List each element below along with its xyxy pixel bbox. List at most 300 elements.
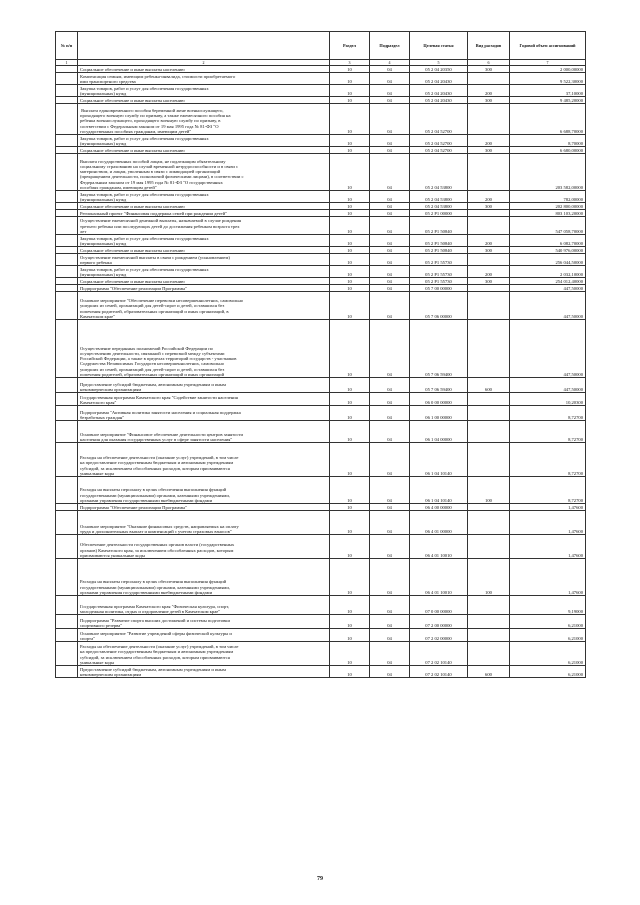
row-target-cell: 05 2 P1 50840 (410, 235, 468, 247)
row-name-cell (78, 254, 330, 266)
row-subsection-cell: 04 (370, 191, 410, 203)
row-name-cell (78, 203, 330, 210)
row-name-cell (78, 629, 330, 642)
row-name-cell (78, 615, 330, 629)
row-name-cell (78, 217, 330, 235)
row-expense-cell (468, 443, 510, 477)
row-name-text: Подпрограмма "Обеспечение реализации Программы" (80, 285, 188, 291)
row-section-cell: 10 (330, 504, 370, 511)
table-row (56, 320, 586, 378)
row-subsection-cell: 04 (370, 97, 410, 104)
row-name-cell (78, 642, 330, 666)
row-name-text: Выплата государственных пособий лицам, не подлежащим обязательному социальному страхованию на случай временной нетрудоспособности и в связи с материнством, и лицам, уволенным в связи с ликвидацией организаций (прекращением деятельности, полномочий физическими лицами), в соответствии с Федеральным законом от 19 мая 1995 года № 81-ФЗ "О государственных пособиях гражданам, имеющим детей" (80, 158, 244, 190)
row-name-text: Социальное обеспечение и иные выплаты населению (80, 147, 185, 153)
row-target-cell: 05 2 04 52700 (410, 135, 468, 147)
row-section-cell: 10 (330, 535, 370, 559)
row-expense-cell (468, 73, 510, 85)
row-subsection-cell: 04 (370, 615, 410, 629)
row-subsection-cell: 04 (370, 135, 410, 147)
row-expense-cell: 100 (468, 559, 510, 596)
table-row (56, 247, 586, 254)
row-name-text: Подпрограмма "Обеспечение реализации Программы" (80, 504, 188, 510)
row-expense-cell: 300 (468, 247, 510, 254)
row-expense-cell (468, 615, 510, 629)
row-name-cell (78, 406, 330, 421)
row-num-cell (56, 511, 78, 535)
table-row (56, 477, 586, 504)
table-row (56, 210, 586, 217)
row-target-cell: 06 4 01 10010 (410, 535, 468, 559)
row-num-cell (56, 406, 78, 421)
table-row (56, 135, 586, 147)
row-num-cell (56, 104, 78, 135)
row-amount-cell: 1,47600 (510, 559, 586, 596)
row-expense-cell: 100 (468, 477, 510, 504)
row-target-cell: 06 1 00 00000 (410, 406, 468, 421)
row-subsection-cell: 04 (370, 235, 410, 247)
row-name-cell (78, 421, 330, 443)
table-row (56, 217, 586, 235)
row-section-cell: 10 (330, 135, 370, 147)
row-name-cell (78, 511, 330, 535)
table-row (56, 266, 586, 278)
row-expense-cell: 300 (468, 203, 510, 210)
row-name-cell (78, 477, 330, 504)
row-expense-cell (468, 210, 510, 217)
row-num-cell (56, 421, 78, 443)
row-target-cell: 06 1 04 10140 (410, 477, 468, 504)
table-row (56, 235, 586, 247)
row-expense-cell: 200 (468, 266, 510, 278)
row-name-text: Социальное обеспечение и иные выплаты населению (80, 247, 185, 253)
row-subsection-cell: 04 (370, 596, 410, 615)
row-target-cell: 05 7 00 00000 (410, 285, 468, 292)
row-name-cell (78, 147, 330, 154)
row-amount-cell: 203 582,00000 (510, 154, 586, 191)
table-row (56, 666, 586, 678)
row-expense-cell: 300 (468, 147, 510, 154)
row-num-cell (56, 66, 78, 73)
row-num-cell (56, 559, 78, 596)
row-amount-cell: 254 012,40000 (510, 278, 586, 285)
row-num-cell (56, 191, 78, 203)
row-section-cell: 10 (330, 278, 370, 285)
row-target-cell: 05 7 06 59400 (410, 378, 468, 393)
row-name-text: Выплата единовременного пособия беременной жене военнослужащего, проходящего военную службу по призыву, а также ежемесячного пособия на ребенка военнослужащего, проходящего военную службу по призыву, в соответствии с Федеральным законом от 19 мая 1995 года № 81-ФЗ "О государственных пособиях гражданам, имеющим детей" (80, 107, 231, 134)
row-target-cell: 06 1 04 00000 (410, 421, 468, 443)
row-name-cell (78, 278, 330, 285)
row-name-text: Предоставление субсидий бюджетным, автономным учреждениям и иным некоммерческим организациям (80, 666, 226, 677)
row-target-cell: 05 2 P1 50840 (410, 217, 468, 235)
row-name-text: Расходы на выплаты персоналу в целях обеспечения выполнения функций государственными (муниципальными) органами, казенными учреждениями, органами управления государственными внебюджетными фондами (80, 487, 230, 503)
table-row (56, 629, 586, 642)
row-amount-cell: 6,21000 (510, 642, 586, 666)
row-target-cell: 07 2 02 10140 (410, 666, 468, 678)
row-num-cell (56, 217, 78, 235)
row-target-cell: 06 1 04 10140 (410, 443, 468, 477)
row-target-cell: 05 2 P1 55730 (410, 254, 468, 266)
row-expense-cell (468, 406, 510, 421)
row-subsection-cell: 04 (370, 320, 410, 378)
row-amount-cell: 6 688,70000 (510, 104, 586, 135)
row-expense-cell (468, 535, 510, 559)
row-amount-cell: 447,50000 (510, 320, 586, 378)
row-section-cell: 10 (330, 629, 370, 642)
row-name-text: Основное мероприятие "Оказание финансовых средств, направляемых на оплату труда и дополнительных выплат и компенсаций с учетом страховых взносов" (80, 523, 239, 534)
row-num-cell (56, 73, 78, 85)
row-subsection-cell: 04 (370, 406, 410, 421)
row-name-text: Закупка товаров, работ и услуг для обеспечения государственных (муниципальных) нужд (80, 266, 209, 277)
table-row (56, 504, 586, 511)
row-expense-cell (468, 104, 510, 135)
row-target-cell: 05 2 04 53800 (410, 203, 468, 210)
table-row (56, 559, 586, 596)
row-amount-cell: 202 800,00000 (510, 203, 586, 210)
table-row (56, 406, 586, 421)
row-amount-cell: 447,50000 (510, 292, 586, 320)
row-subsection-cell: 04 (370, 504, 410, 511)
row-expense-cell: 200 (468, 135, 510, 147)
row-subsection-cell: 04 (370, 104, 410, 135)
row-name-text: Подпрограмма "Активная политика занятости населения и социальная поддержка безработных граждан" (80, 409, 241, 420)
row-expense-cell: 200 (468, 85, 510, 97)
row-subsection-cell: 04 (370, 73, 410, 85)
row-amount-cell: 9 485,20000 (510, 97, 586, 104)
header-expense: Вид расходов (468, 32, 510, 60)
row-subsection-cell: 04 (370, 535, 410, 559)
row-name-text: Предоставление субсидий бюджетным, автономным учреждениям и иным некоммерческим организациям (80, 381, 226, 392)
row-section-cell: 10 (330, 511, 370, 535)
row-section-cell: 10 (330, 443, 370, 477)
row-section-cell: 10 (330, 217, 370, 235)
table-row (56, 615, 586, 629)
table-row (56, 393, 586, 406)
row-name-cell (78, 443, 330, 477)
row-subsection-cell: 04 (370, 477, 410, 504)
row-section-cell: 10 (330, 147, 370, 154)
row-num-cell (56, 443, 78, 477)
row-num-cell (56, 235, 78, 247)
row-section-cell: 10 (330, 320, 370, 378)
row-name-text: Государственная программа Камчатского края "Содействие занятости населения Камчатского края" (80, 394, 238, 405)
row-name-cell (78, 73, 330, 85)
row-name-text: Осуществление ежемесячной денежной выплаты, назначаемой в случае рождения третьего ребенка или последующих детей до достижения ребенком возраста трех лет (80, 218, 242, 234)
table-row (56, 154, 586, 191)
row-amount-cell: 8,70000 (510, 135, 586, 147)
row-amount-cell: 9,19000 (510, 596, 586, 615)
row-name-cell (78, 104, 330, 135)
row-target-cell: 07 2 02 10140 (410, 642, 468, 666)
table-row (56, 378, 586, 393)
row-section-cell: 10 (330, 203, 370, 210)
row-amount-cell: 447,50000 (510, 378, 586, 393)
row-target-cell: 05 2 04 20350 (410, 66, 468, 73)
row-num-cell (56, 97, 78, 104)
row-section-cell: 10 (330, 393, 370, 406)
row-name-text: Осуществление ежемесячной выплаты в связи с рождением (усыновлением) первого ребенка (80, 254, 230, 265)
row-name-cell (78, 320, 330, 378)
row-subsection-cell: 04 (370, 210, 410, 217)
row-num-cell (56, 629, 78, 642)
row-target-cell: 05 7 06 00000 (410, 292, 468, 320)
row-num-cell (56, 210, 78, 217)
row-target-cell: 05 7 06 59400 (410, 320, 468, 378)
row-num-cell (56, 292, 78, 320)
row-name-cell (78, 266, 330, 278)
row-subsection-cell: 04 (370, 443, 410, 477)
row-section-cell: 10 (330, 378, 370, 393)
row-name-cell (78, 135, 330, 147)
row-section-cell: 10 (330, 66, 370, 73)
row-target-cell: 05 2 04 53800 (410, 154, 468, 191)
row-target-cell: 05 2 04 20430 (410, 73, 468, 85)
row-section-cell: 10 (330, 73, 370, 85)
row-expense-cell (468, 393, 510, 406)
row-amount-cell: 8,72700 (510, 406, 586, 421)
row-amount-cell: 8,72700 (510, 477, 586, 504)
row-name-cell (78, 285, 330, 292)
row-section-cell: 10 (330, 191, 370, 203)
row-num-cell (56, 285, 78, 292)
row-expense-cell (468, 292, 510, 320)
row-target-cell: 07 0 00 00000 (410, 596, 468, 615)
row-amount-cell: 6 082,70000 (510, 235, 586, 247)
row-amount-cell: 1,47600 (510, 535, 586, 559)
table-row (56, 421, 586, 443)
table-row (56, 443, 586, 477)
row-subsection-cell: 04 (370, 559, 410, 596)
row-section-cell: 10 (330, 104, 370, 135)
row-name-text: Основное мероприятие "Развитие учреждений сферы физической культуры и спорта" (80, 630, 232, 641)
row-expense-cell: 200 (468, 191, 510, 203)
row-expense-cell: 600 (468, 666, 510, 678)
row-expense-cell (468, 629, 510, 642)
row-target-cell: 07 2 00 00000 (410, 615, 468, 629)
row-name-text: Социальное обеспечение и иные выплаты населению (80, 203, 185, 209)
table-row (56, 73, 586, 85)
row-subsection-cell: 04 (370, 254, 410, 266)
row-subsection-cell: 04 (370, 511, 410, 535)
row-amount-cell: 8,72700 (510, 421, 586, 443)
row-num-cell (56, 666, 78, 678)
row-name-text: Обеспечение деятельности государственных органов власти (государственных органов) Камчатского края, за исключением обособленных расходов, которым присваиваются уникальные коды (80, 542, 235, 558)
row-section-cell: 10 (330, 97, 370, 104)
row-amount-cell: 1,47600 (510, 504, 586, 511)
row-num-cell (56, 642, 78, 666)
row-subsection-cell: 04 (370, 666, 410, 678)
row-amount-cell: 8,72700 (510, 443, 586, 477)
row-section-cell: 10 (330, 285, 370, 292)
row-amount-cell: 2 032,10000 (510, 266, 586, 278)
header-target: Целевая статья (410, 32, 468, 60)
table-row (56, 104, 586, 135)
row-name-text: Государственная программа Камчатского края "Физическая культура, спорт, молодежная политика, отдых и оздоровление детей в Камчатском крае" (80, 603, 230, 614)
row-section-cell: 10 (330, 615, 370, 629)
row-name-text: Подпрограмма "Развитие спорта высших достижений и системы подготовки спортивного резерва" (80, 617, 230, 628)
row-expense-cell (468, 642, 510, 666)
table-row (56, 203, 586, 210)
row-amount-cell: 782,00000 (510, 191, 586, 203)
header-section: Раздел (330, 32, 370, 60)
row-name-cell (78, 154, 330, 191)
row-num-cell (56, 203, 78, 210)
row-name-cell (78, 393, 330, 406)
table-row (56, 254, 586, 266)
row-expense-cell (468, 504, 510, 511)
row-expense-cell (468, 217, 510, 235)
row-subsection-cell: 04 (370, 203, 410, 210)
row-target-cell: 05 2 04 20430 (410, 97, 468, 104)
row-subsection-cell: 04 (370, 421, 410, 443)
row-subsection-cell: 04 (370, 217, 410, 235)
row-num-cell (56, 393, 78, 406)
row-section-cell: 10 (330, 642, 370, 666)
row-section-cell: 10 (330, 596, 370, 615)
row-name-cell (78, 66, 330, 73)
row-subsection-cell: 04 (370, 285, 410, 292)
row-subsection-cell: 04 (370, 378, 410, 393)
row-num-cell (56, 147, 78, 154)
row-name-text: Осуществление переданных полномочий Российской Федерации по осуществлению деятельности, связанной с перевозкой между субъектами Российской Федерации, а также в пределах территорий государств - участников Содружества Независимых Государств несовершеннолетних, самовольно ушедших из семей, организаций для детей-сирот и детей, оставшихся без попечения родителей, образовательных организаций и иных организаций (80, 345, 237, 377)
row-expense-cell (468, 285, 510, 292)
row-subsection-cell: 04 (370, 247, 410, 254)
column-number: 4 (370, 60, 410, 66)
row-num-cell (56, 504, 78, 511)
table-row (56, 511, 586, 535)
row-section-cell: 10 (330, 154, 370, 191)
row-num-cell (56, 154, 78, 191)
table-row (56, 642, 586, 666)
row-section-cell: 10 (330, 666, 370, 678)
row-subsection-cell: 04 (370, 154, 410, 191)
row-section-cell: 10 (330, 266, 370, 278)
row-name-cell (78, 292, 330, 320)
row-name-text: Региональный проект "Финансовая поддержка семей при рождении детей" (80, 210, 227, 216)
table-row (56, 596, 586, 615)
row-amount-cell: 10,20300 (510, 393, 586, 406)
row-section-cell: 10 (330, 235, 370, 247)
row-name-text: Закупка товаров, работ и услуг для обеспечения государственных (муниципальных) нужд (80, 85, 209, 96)
budget-table (55, 31, 586, 678)
row-num-cell (56, 266, 78, 278)
column-number: 6 (468, 60, 510, 66)
row-amount-cell: 6,21000 (510, 629, 586, 642)
row-target-cell: 05 2 04 52700 (410, 104, 468, 135)
row-name-cell (78, 596, 330, 615)
row-name-text: Социальное обеспечение и иные выплаты населению (80, 66, 185, 72)
row-name-cell (78, 210, 330, 217)
row-name-text: Социальное обеспечение и иные выплаты населению (80, 97, 185, 103)
row-subsection-cell: 04 (370, 393, 410, 406)
column-number: 2 (78, 60, 330, 66)
row-name-text: Расходы на обеспечение деятельности (оказание услуг) учреждений, в том числе на предоставление государственным бюджетным и автономным учреждениям субсидий, за исключением обособленных расходов, которым присваиваются уникальные коды (80, 644, 239, 665)
row-subsection-cell: 04 (370, 266, 410, 278)
row-amount-cell: 6,21000 (510, 615, 586, 629)
row-target-cell: 07 2 02 00000 (410, 629, 468, 642)
row-num-cell (56, 615, 78, 629)
table-row (56, 292, 586, 320)
row-name-text: Расходы на выплаты персоналу в целях обеспечения выполнения функций государственными (муниципальными) органами, казенными учреждениями, органами управления государственными внебюджетными фондами (80, 579, 230, 595)
table-row (56, 85, 586, 97)
row-num-cell (56, 254, 78, 266)
row-amount-cell: 9 522,30000 (510, 73, 586, 85)
row-target-cell: 05 2 04 53800 (410, 191, 468, 203)
row-name-cell (78, 247, 330, 254)
row-section-cell: 10 (330, 292, 370, 320)
row-amount-cell: 256 044,50000 (510, 254, 586, 266)
row-section-cell: 10 (330, 210, 370, 217)
row-name-cell (78, 559, 330, 596)
row-expense-cell (468, 254, 510, 266)
table-body (56, 66, 586, 678)
row-expense-cell (468, 421, 510, 443)
table-row (56, 97, 586, 104)
row-name-cell (78, 97, 330, 104)
header-num: № п/п (56, 32, 78, 60)
table-row (56, 285, 586, 292)
row-subsection-cell: 04 (370, 629, 410, 642)
row-num-cell (56, 135, 78, 147)
row-num-cell (56, 247, 78, 254)
row-target-cell: 05 2 P1 55730 (410, 266, 468, 278)
column-number: 3 (330, 60, 370, 66)
row-name-text: Компенсация семьям, имеющим ребенка-инвалида, стоимости приобретаемого ими транспортного средства (80, 73, 236, 84)
row-subsection-cell: 04 (370, 66, 410, 73)
row-name-text: Основное мероприятие "Финансовое обеспечение деятельности центров занятости населения для оказания государственных услуг в сфере занятости населения" (80, 431, 243, 442)
row-name-cell (78, 85, 330, 97)
row-expense-cell (468, 154, 510, 191)
table-row (56, 535, 586, 559)
row-amount-cell: 547 058,70000 (510, 217, 586, 235)
row-name-text: Расходы на обеспечение деятельности (оказание услуг) учреждений, в том числе на предоставление государственным бюджетным и автономным учреждениям субсидий, за исключением обособленных расходов, которым присваиваются уникальные коды (80, 455, 239, 476)
row-name-cell (78, 535, 330, 559)
row-subsection-cell: 04 (370, 292, 410, 320)
row-name-text: Закупка товаров, работ и услуг для обеспечения государственных (муниципальных) нужд (80, 135, 209, 146)
header-name (78, 32, 330, 60)
row-amount-cell: 6 680,00000 (510, 147, 586, 154)
row-name-cell (78, 235, 330, 247)
table-row (56, 147, 586, 154)
row-amount-cell: 37,10000 (510, 85, 586, 97)
row-name-cell (78, 378, 330, 393)
table-row (56, 66, 586, 73)
row-num-cell (56, 85, 78, 97)
row-section-cell: 10 (330, 421, 370, 443)
row-num-cell (56, 320, 78, 378)
row-expense-cell: 200 (468, 235, 510, 247)
row-expense-cell: 300 (468, 278, 510, 285)
row-expense-cell (468, 511, 510, 535)
row-amount-cell: 1,47600 (510, 511, 586, 535)
row-name-text: Основное мероприятие "Обеспечение перевозки несовершеннолетних, самовольно ушедших из семей, организаций для детей-сирот и детей, оставшихся без попечения родителей, образовательных организаций и иных организаций, в Камчатском крае" (80, 298, 244, 319)
row-num-cell (56, 596, 78, 615)
row-target-cell: 06 4 00 00000 (410, 504, 468, 511)
row-expense-cell: 300 (468, 97, 510, 104)
row-num-cell (56, 535, 78, 559)
row-name-cell (78, 504, 330, 511)
row-target-cell: 06 4 01 10010 (410, 559, 468, 596)
header-annual: Годовой объем ассигнований (510, 32, 586, 60)
row-amount-cell: 6,21000 (510, 666, 586, 678)
row-target-cell: 05 2 P1 55730 (410, 278, 468, 285)
row-amount-cell: 803 103,20000 (510, 210, 586, 217)
row-name-text: Закупка товаров, работ и услуг для обеспечения государственных (муниципальных) нужд (80, 191, 209, 202)
column-number: 5 (410, 60, 468, 66)
row-expense-cell: 600 (468, 378, 510, 393)
row-amount-cell: 447,50000 (510, 285, 586, 292)
row-section-cell: 10 (330, 559, 370, 596)
row-num-cell (56, 378, 78, 393)
